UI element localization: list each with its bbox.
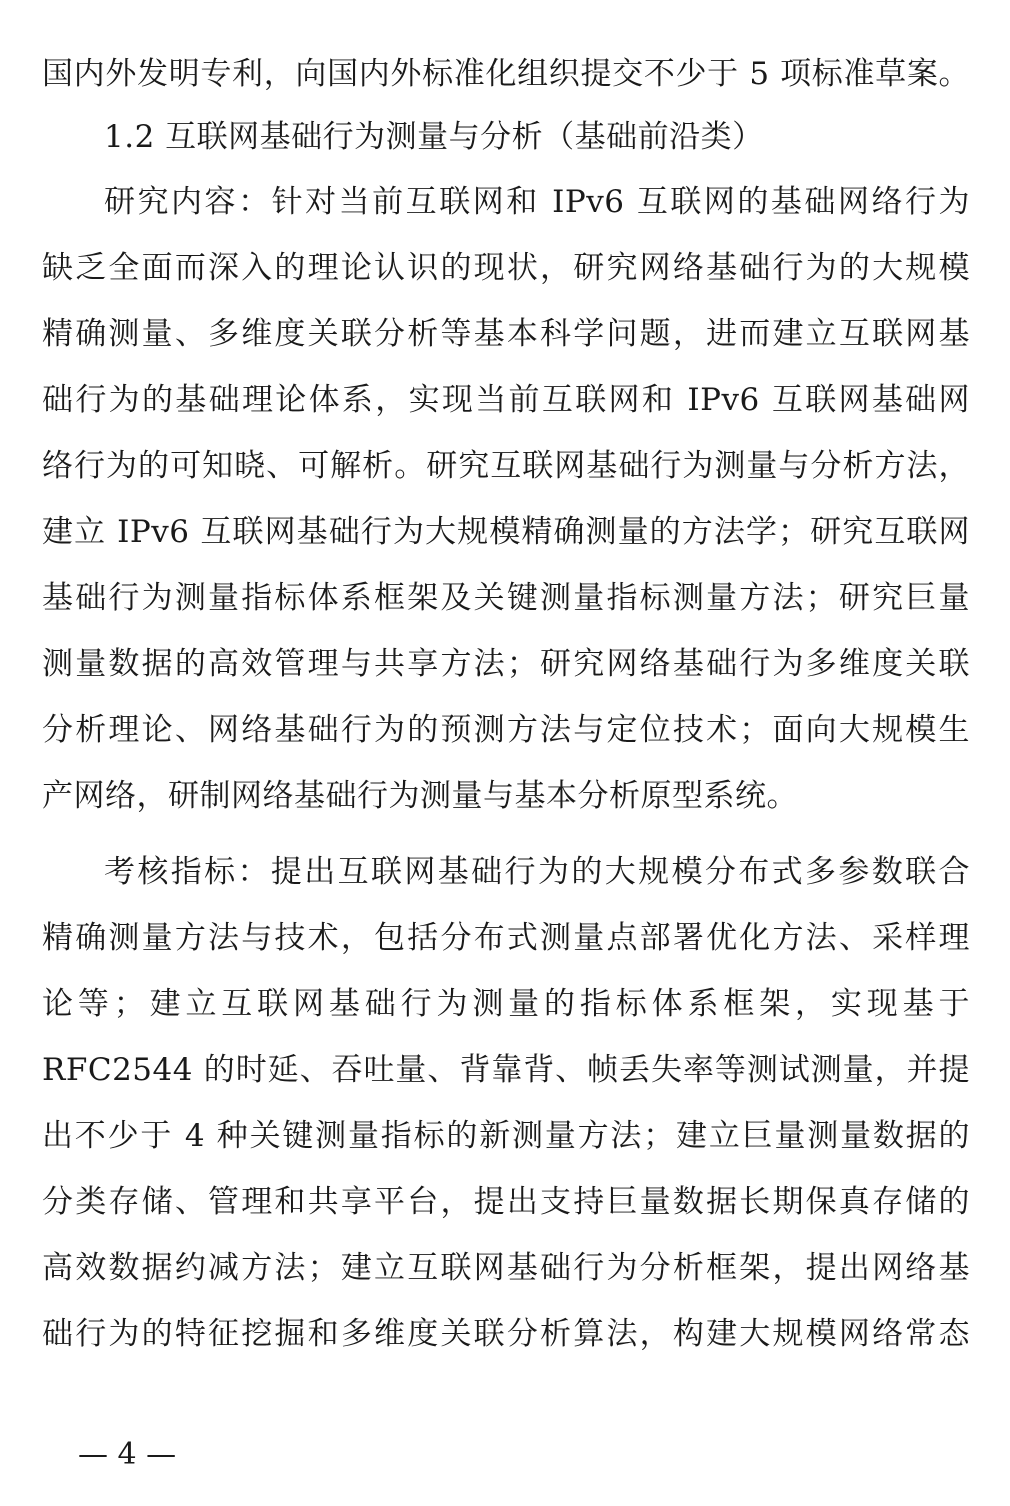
text-line-6: 础行为的基础理论体系，实现当前互联网和 IPv6 互联网基础网 xyxy=(42,382,970,418)
page-number: — 4 — xyxy=(78,1437,177,1472)
text-line-17: 出不少于 4 种关键测量指标的新测量方法；建立巨量测量数据的 xyxy=(42,1118,970,1154)
text-line-10: 测量数据的高效管理与共享方法；研究网络基础行为多维度关联 xyxy=(42,646,970,682)
text-line-8: 建立 IPv6 互联网基础行为大规模精确测量的方法学；研究互联网 xyxy=(42,514,970,550)
text-line-15: 论等；建立互联网基础行为测量的指标体系框架，实现基于 xyxy=(42,986,970,1022)
text-line-16: RFC2544 的时延、吞吐量、背靠背、帧丢失率等测试测量，并提 xyxy=(42,1052,970,1088)
text-line-5: 精确测量、多维度关联分析等基本科学问题，进而建立互联网基 xyxy=(42,316,970,352)
text-line-7: 络行为的可知晓、可解析。研究互联网基础行为测量与分析方法， xyxy=(42,448,970,484)
section-heading: 1.2 互联网基础行为测量与分析（基础前沿类） xyxy=(104,119,764,155)
text-line-18: 分类存储、管理和共享平台，提出支持巨量数据长期保真存储的 xyxy=(42,1184,970,1220)
text-line-12: 产网络，研制网络基础行为测量与基本分析原型系统。 xyxy=(42,778,798,814)
text-line-13: 考核指标：提出互联网基础行为的大规模分布式多参数联合 xyxy=(104,854,970,890)
text-line-20: 础行为的特征挖掘和多维度关联分析算法，构建大规模网络常态 xyxy=(42,1316,970,1352)
text-line-19: 高效数据约减方法；建立互联网基础行为分析框架，提出网络基 xyxy=(42,1250,970,1286)
text-line-11: 分析理论、网络基础行为的预测方法与定位技术；面向大规模生 xyxy=(42,712,970,748)
text-line-1: 国内外发明专利，向国内外标准化组织提交不少于 5 项标准草案。 xyxy=(42,56,970,92)
text-line-3: 研究内容：针对当前互联网和 IPv6 互联网的基础网络行为 xyxy=(104,184,970,220)
text-line-9: 基础行为测量指标体系框架及关键测量指标测量方法；研究巨量 xyxy=(42,580,970,616)
text-line-14: 精确测量方法与技术，包括分布式测量点部署优化方法、采样理 xyxy=(42,920,970,956)
text-line-4: 缺乏全面而深入的理论认识的现状，研究网络基础行为的大规模 xyxy=(42,250,970,286)
